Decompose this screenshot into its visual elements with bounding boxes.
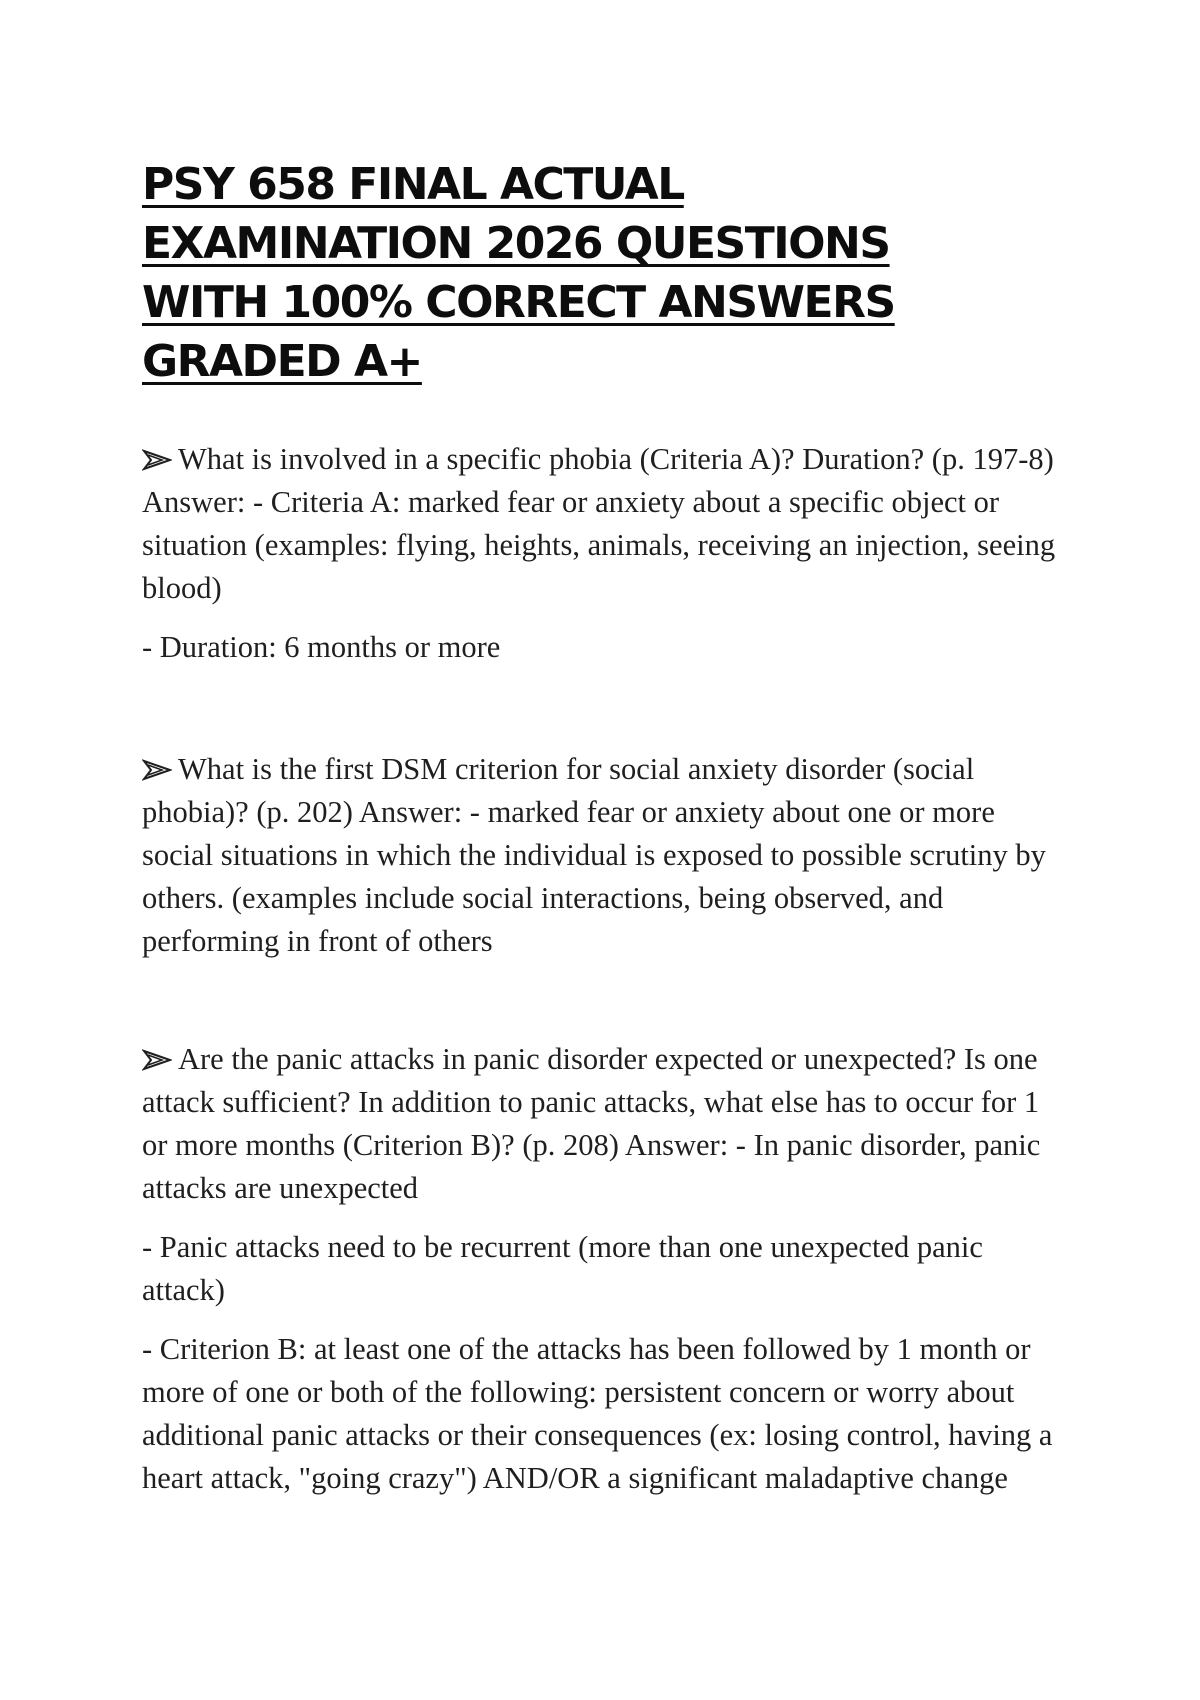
qa-answer-detail-3b: - Criterion B: at least one of the attacks has been followed by 1 month or more of one or both of the following: persistent concern or worry about additional panic attacks or their consequences (ex: losing control, having a heart attack, "going crazy") AND/OR a significant maladaptive change (142, 1332, 1053, 1495)
arrowhead-bullet-icon (142, 758, 172, 782)
qa-item-1 (142, 438, 1072, 669)
qa-question-1 (142, 438, 1072, 610)
qa-question-text-1: What is involved in a specific phobia (Criteria A)? Duration? (p. 197-8) Answer: - Criteria A: marked fear or anxiety about a specific object or situation (examples: flying, heights, animals, receiving an injection, seeing blood) (142, 442, 1056, 605)
qa-question-2 (142, 748, 1072, 963)
qa-question-text-3: Are the panic attacks in panic disorder expected or unexpected? Is one attack sufficient? In addition to panic attacks, what else has to occur for 1 or more months (Criterion B)? (p. 208) Answer: - In panic disorder, panic attacks are unexpected (142, 1042, 1041, 1205)
qa-answer-detail-1a: - Duration: 6 months or more (142, 630, 501, 664)
document-page (142, 155, 1072, 1495)
document-title-text: PSY 658 FINAL ACTUAL EXAMINATION 2026 QUESTIONS WITH 100% CORRECT ANSWERS GRADED A+ (142, 159, 895, 387)
qa-answer-detail-3a: - Panic attacks need to be recurrent (more than one unexpected panic attack) (142, 1230, 983, 1307)
arrowhead-bullet-icon (142, 448, 172, 472)
qa-item-2 (142, 748, 1072, 963)
arrowhead-bullet-icon (142, 1048, 172, 1072)
qa-question-3 (142, 1038, 1072, 1210)
qa-item-3 (142, 1038, 1072, 1500)
document-title (142, 155, 992, 391)
qa-question-text-2: What is the first DSM criterion for social anxiety disorder (social phobia)? (p. 202) Answer: - marked fear or anxiety about one or more social situations in which the individual is exposed to possible scrutiny by others. (examples include social interactions, being observed, and performing in front of others (142, 752, 1046, 958)
